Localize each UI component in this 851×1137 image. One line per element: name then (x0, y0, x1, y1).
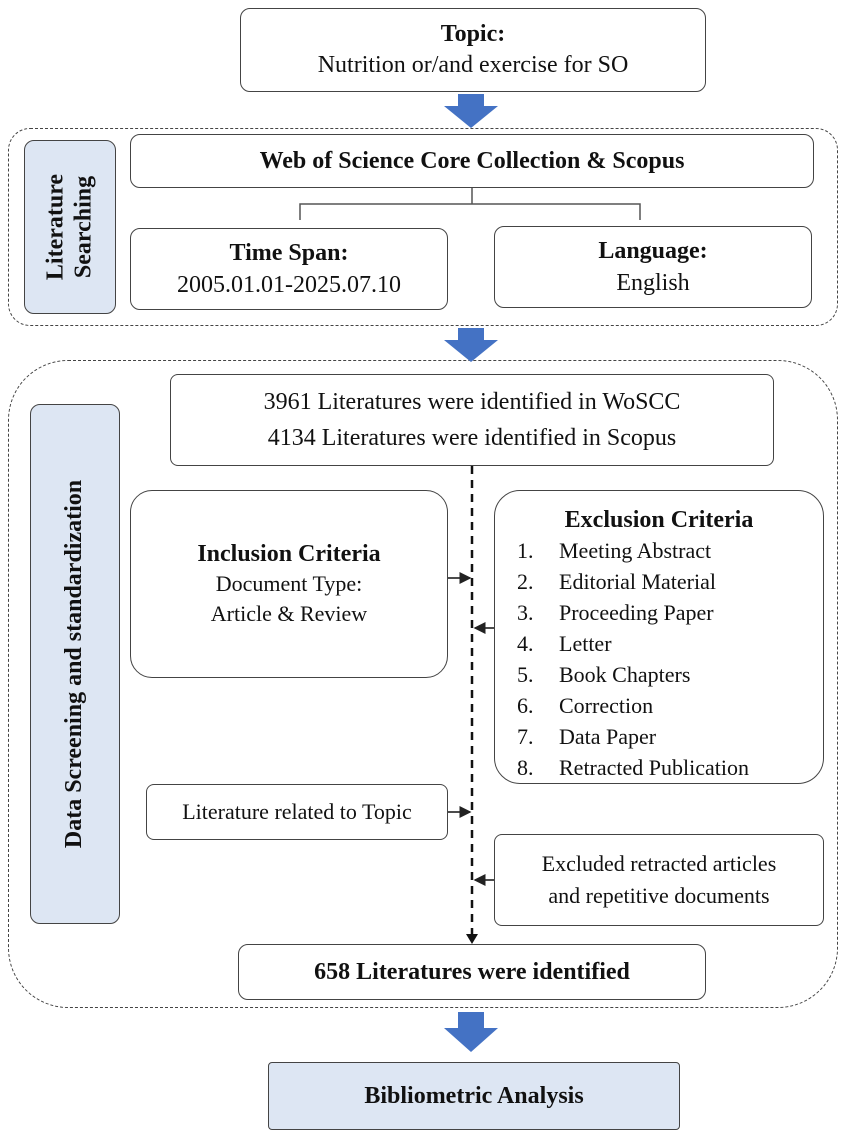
identified-scopus: 4134 Literatures were identified in Scopus (267, 425, 677, 451)
excluded-line2: and repetitive documents (548, 883, 770, 908)
item-number: 2. (517, 569, 534, 594)
bibliometric-analysis-text: Bibliometric Analysis (364, 1082, 584, 1109)
data-screening-label-text: Data Screening and standardization (61, 479, 88, 849)
inclusion-line2: Article & Review (210, 601, 368, 626)
item-number: 6. (517, 693, 534, 718)
literature-searching-label-line1: Literature (42, 173, 69, 281)
item-number: 1. (517, 538, 534, 563)
database-text: Web of Science Core Collection & Scopus (259, 147, 685, 174)
inclusion-heading: Inclusion Criteria (197, 541, 381, 567)
item-text: Letter (559, 631, 612, 656)
item-text: Meeting Abstract (559, 538, 712, 563)
time-span-heading: Time Span: (229, 240, 349, 266)
item-text: Correction (559, 693, 654, 718)
central-flow-arrowhead (466, 934, 478, 944)
inclusion-line1: Document Type: (215, 571, 363, 596)
language-heading: Language: (598, 238, 708, 264)
time-span-value: 2005.01.01-2025.07.10 (177, 272, 401, 298)
item-number: 4. (517, 631, 534, 656)
language-value: English (616, 270, 690, 296)
item-number: 7. (517, 724, 534, 749)
item-number: 8. (517, 755, 534, 780)
item-text: Data Paper (559, 724, 657, 749)
final-identified-text: 658 Literatures were identified (314, 958, 630, 985)
related-topic-text: Literature related to Topic (182, 799, 412, 824)
item-text: Book Chapters (559, 662, 691, 687)
down-arrow-topic (444, 94, 498, 128)
item-number: 3. (517, 600, 534, 625)
topic-heading: Topic: (440, 21, 506, 47)
database-bracket (300, 188, 640, 220)
item-text: Retracted Publication (559, 755, 749, 780)
item-number: 5. (517, 662, 534, 687)
topic-text: Nutrition or/and exercise for SO (317, 52, 629, 78)
identified-wos: 3961 Literatures were identified in WoSCC (263, 389, 681, 415)
literature-searching-label-line2: Searching (70, 175, 96, 279)
down-arrow-screening (444, 1012, 498, 1052)
excluded-line1: Excluded retracted articles (541, 851, 777, 876)
down-arrow-searching (444, 328, 498, 362)
item-text: Proceeding Paper (559, 600, 714, 625)
exclusion-heading: Exclusion Criteria (564, 507, 754, 533)
item-text: Editorial Material (559, 569, 716, 594)
